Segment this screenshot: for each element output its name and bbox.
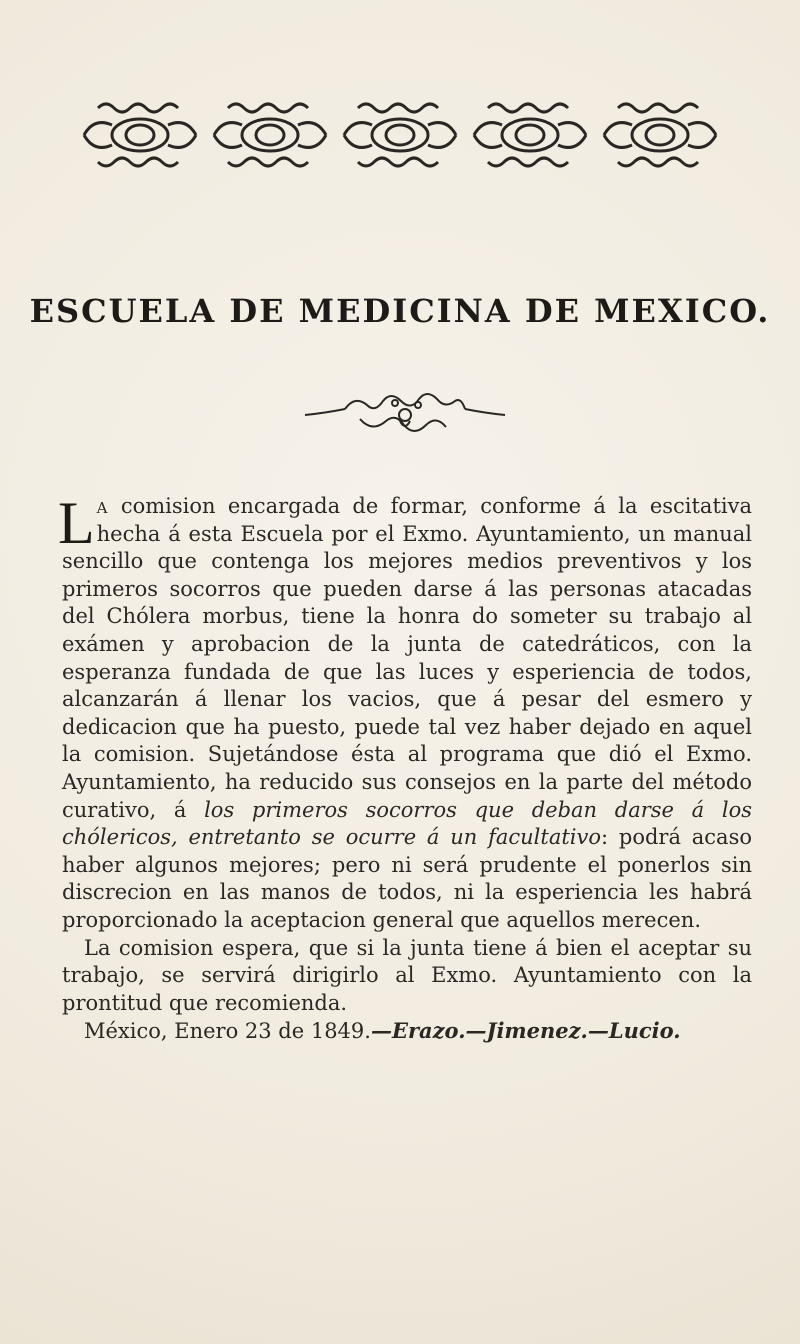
paragraph-3 [62, 1017, 752, 1046]
paragraph-1 [58, 490, 752, 935]
signatures: —Erazo.—Jimenez.—Lucio. [370, 1018, 681, 1044]
drop-cap: L [58, 490, 95, 556]
place-date: México, Enero 23 de 1849. [84, 1019, 371, 1044]
decorative-knot-band-icon [78, 88, 728, 183]
page-title: ESCUELA DE MEDICINA DE MEXICO. [29, 292, 771, 330]
decorative-vignette-icon [300, 385, 510, 440]
paragraph-2: La comision espera, que si la junta tiene á bien el aceptar su trabajo, se servirá dirigirlo al Exmo. Ayuntamiento con la prontitud que recomienda. [62, 935, 752, 1015]
paragraph-1-text-a: comision encargada de formar, conforme á la escitativa hecha á esta Escuela por el Exmo. Ayuntamiento, un manual sencillo que contenga los mejores medios preventivos y los primeros socorros que pueden darse á las personas atacadas del Chólera morbus, tiene la honra do someter su trabajo al exámen y aprobacion de la junta de catedráticos, con la esperanza fundada de que las luces y esperiencia de todos, alcanzarán á llenar los vacios, que á pesar del esmero y dedicacion que ha puesto, puede tal vez haber dejado en aquel la comision. Sujetándose ésta al programa que dió el Exmo. Ayuntamiento, ha reducido sus consejos en la parte del método curativo, á [62, 494, 752, 822]
drop-cap-tail: a [96, 494, 109, 518]
paragraph-1-italic: los primeros socorros que deban darse á los chólericos, entretanto se ocurre á un facultativo [62, 797, 752, 850]
body-text [58, 490, 752, 1046]
paragraph-1-text-b: : podrá acaso haber algunos mejores; pero ni será prudente el ponerlos sin discrecion en las manos de todos, ni la esperiencia les habrá proporcionado la aceptacion general que aquellos merecen. [62, 825, 752, 932]
